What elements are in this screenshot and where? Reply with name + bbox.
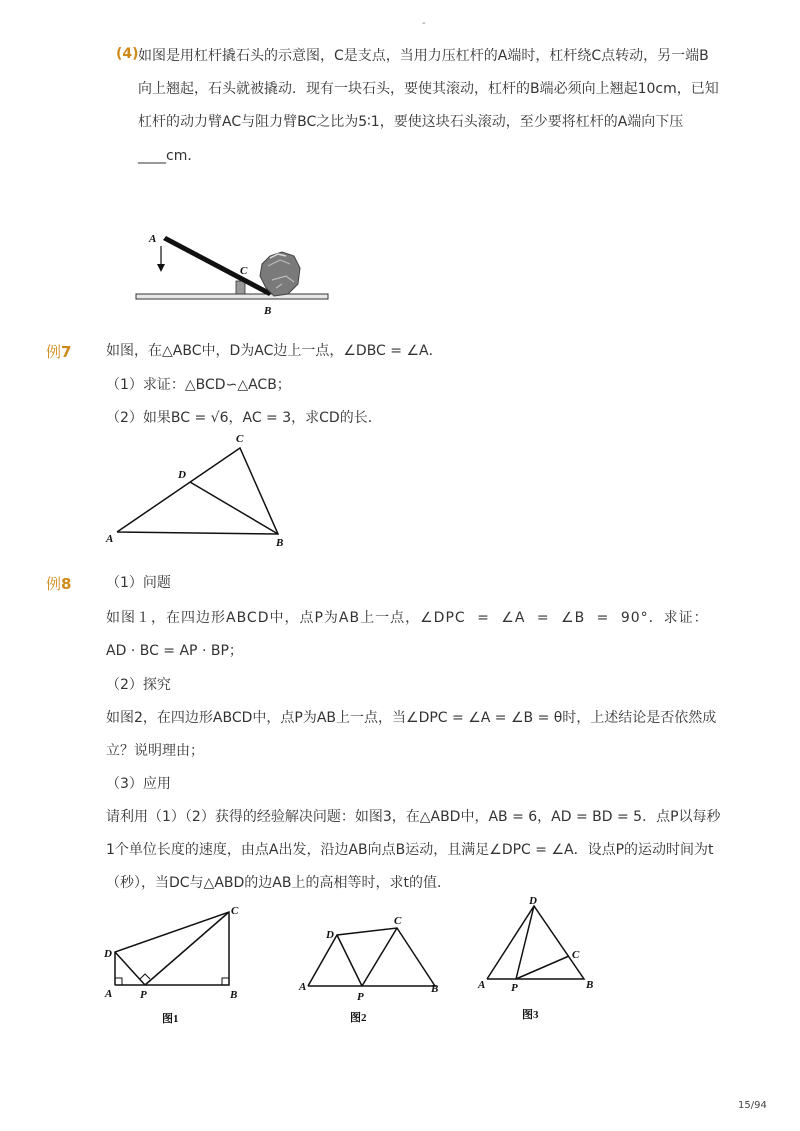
label-C: C — [236, 433, 244, 445]
label-A: A — [105, 988, 113, 1000]
label-D: D — [326, 929, 334, 941]
problem-number: (4) — [116, 46, 139, 62]
example-text-line: （2）探究 — [106, 677, 171, 693]
label-A: A — [478, 979, 486, 991]
example-text-line: 1个单位长度的速度，由点A出发，沿边AB向点B运动，且满足∠DPC = ∠A．设点P的运动时间为t — [106, 842, 714, 858]
label-B: B — [431, 983, 439, 995]
problem-text-line: 杠杆的动力臂AC与阻力臂BC之比为5∶1，要使这块石头滚动，至少要将杠杆的A端向下压 — [138, 114, 684, 130]
problem-text-line: 如图是用杠杆撬石头的示意图，C是支点，当用力压杠杆的A端时，杠杆绕C点转动，另一端B — [138, 48, 709, 64]
triangle-figure — [100, 428, 300, 553]
example-text-line: AD · BC = AP · BP； — [106, 643, 243, 659]
problem-text-line: ____cm． — [138, 148, 202, 164]
label-C: C — [572, 949, 580, 961]
example-text-line: （2）如果BC = √6，AC = 3，求CD的长． — [106, 410, 382, 426]
figure-1 — [100, 902, 250, 1027]
caption: 图2 — [350, 1012, 367, 1024]
label-B: B — [264, 305, 272, 317]
ground-plank — [136, 294, 328, 299]
example-text-line: （秒），当DC与△ABD的边AB上的高相等时，求t的值． — [106, 875, 451, 891]
example-text-line: 请利用（1）（2）获得的经验解决问题：如图3，在△ABD中，AB = 6，AD = BD = 5．点P以每秒 — [106, 809, 721, 825]
label-C: C — [394, 915, 402, 927]
label-C: C — [240, 265, 248, 277]
label-B: B — [276, 537, 284, 549]
label-A: A — [106, 533, 114, 545]
example-text-line: 立？说明理由； — [106, 743, 204, 759]
label-D: D — [104, 948, 112, 960]
label-B: B — [586, 979, 594, 991]
label-A: A — [149, 233, 157, 245]
label-A: A — [299, 981, 307, 993]
example-label: 例7 — [46, 343, 72, 361]
page-number: 15/94 — [738, 1100, 767, 1111]
example-text-line: （3）应用 — [106, 776, 171, 792]
lever-bar — [163, 236, 272, 296]
problem-text-line: 向上翘起，石头就被撬动．现有一块石头，要使其滚动，杠杆的B端必须向上翘起10cm，已知 — [138, 81, 719, 97]
label-C: C — [231, 905, 239, 917]
label-P: P — [357, 991, 364, 1003]
example-text-line: 如图2，在四边形ABCD中，点P为AB上一点，当∠DPC = ∠A = ∠B = θ时，上述结论是否依然成 — [106, 710, 717, 726]
fulcrum — [236, 281, 245, 294]
lever-figure — [130, 226, 340, 321]
label-B: B — [230, 989, 238, 1001]
figure-2 — [296, 908, 446, 1028]
force-arrow-head — [157, 264, 165, 272]
example-label: 例8 — [46, 575, 72, 593]
caption: 图3 — [522, 1009, 539, 1021]
label-D: D — [178, 469, 186, 481]
label-D: D — [529, 895, 537, 907]
label-P: P — [140, 989, 147, 1001]
label-P: P — [511, 982, 518, 994]
figure-3 — [472, 892, 612, 1024]
example-text-line: （1）求证：△BCD∽△ACB； — [106, 377, 291, 393]
caption: 图1 — [162, 1013, 179, 1025]
example-text-line: （1）问题 — [106, 575, 171, 591]
header-mark: - — [422, 18, 426, 29]
example-text-line: 如图，在△ABC中，D为AC边上一点，∠DBC = ∠A． — [106, 343, 443, 359]
example-text-line: 如图１，在四边形ABCD中，点P为AB上一点，∠DPC = ∠A = ∠B = 90°．求证： — [106, 610, 709, 626]
